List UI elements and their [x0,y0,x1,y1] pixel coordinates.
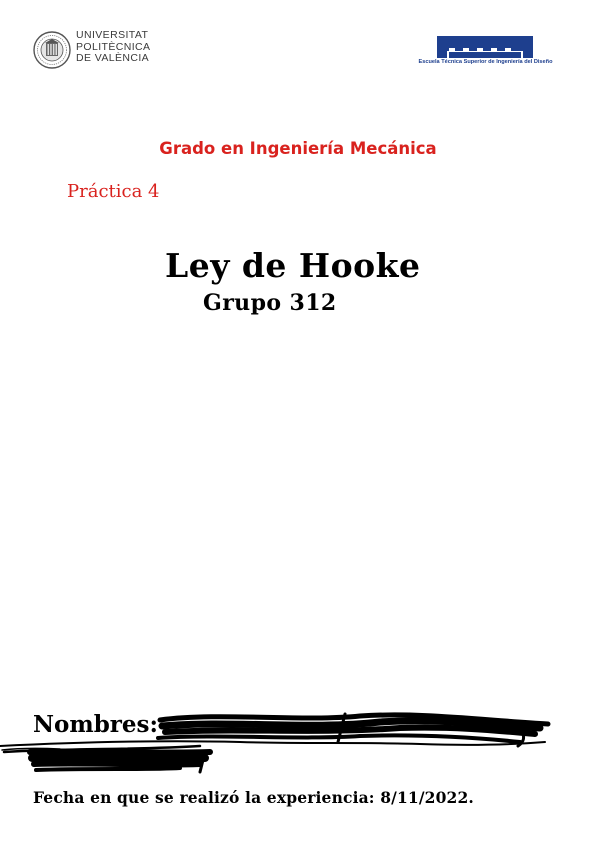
university-logo-text [76,30,150,65]
practice-number: Práctica 4 [67,181,160,202]
document-title: Ley de Hooke [165,246,421,285]
university-logo-line: DE VALÈNCIA [76,52,150,64]
school-logo-icon [437,36,533,58]
school-logo [413,36,558,72]
degree-text: Grado en Ingeniería Mecánica [159,139,437,158]
degree-heading [0,139,600,158]
group-label: Grupo 312 [203,290,337,316]
university-logo-line: UNIVERSITAT [76,29,149,41]
redaction-scribble [0,708,560,780]
university-logo-line: POLITÈCNICA [76,40,151,53]
experiment-date: Fecha en que se realizó la experiencia: 8/11/2022. [33,788,474,807]
names-label: Nombres: [33,711,158,738]
university-seal-icon [33,31,71,69]
university-logo [33,30,158,72]
school-logo-caption: Escuela Técnica Superior de Ingeniería del Diseño [418,59,553,65]
